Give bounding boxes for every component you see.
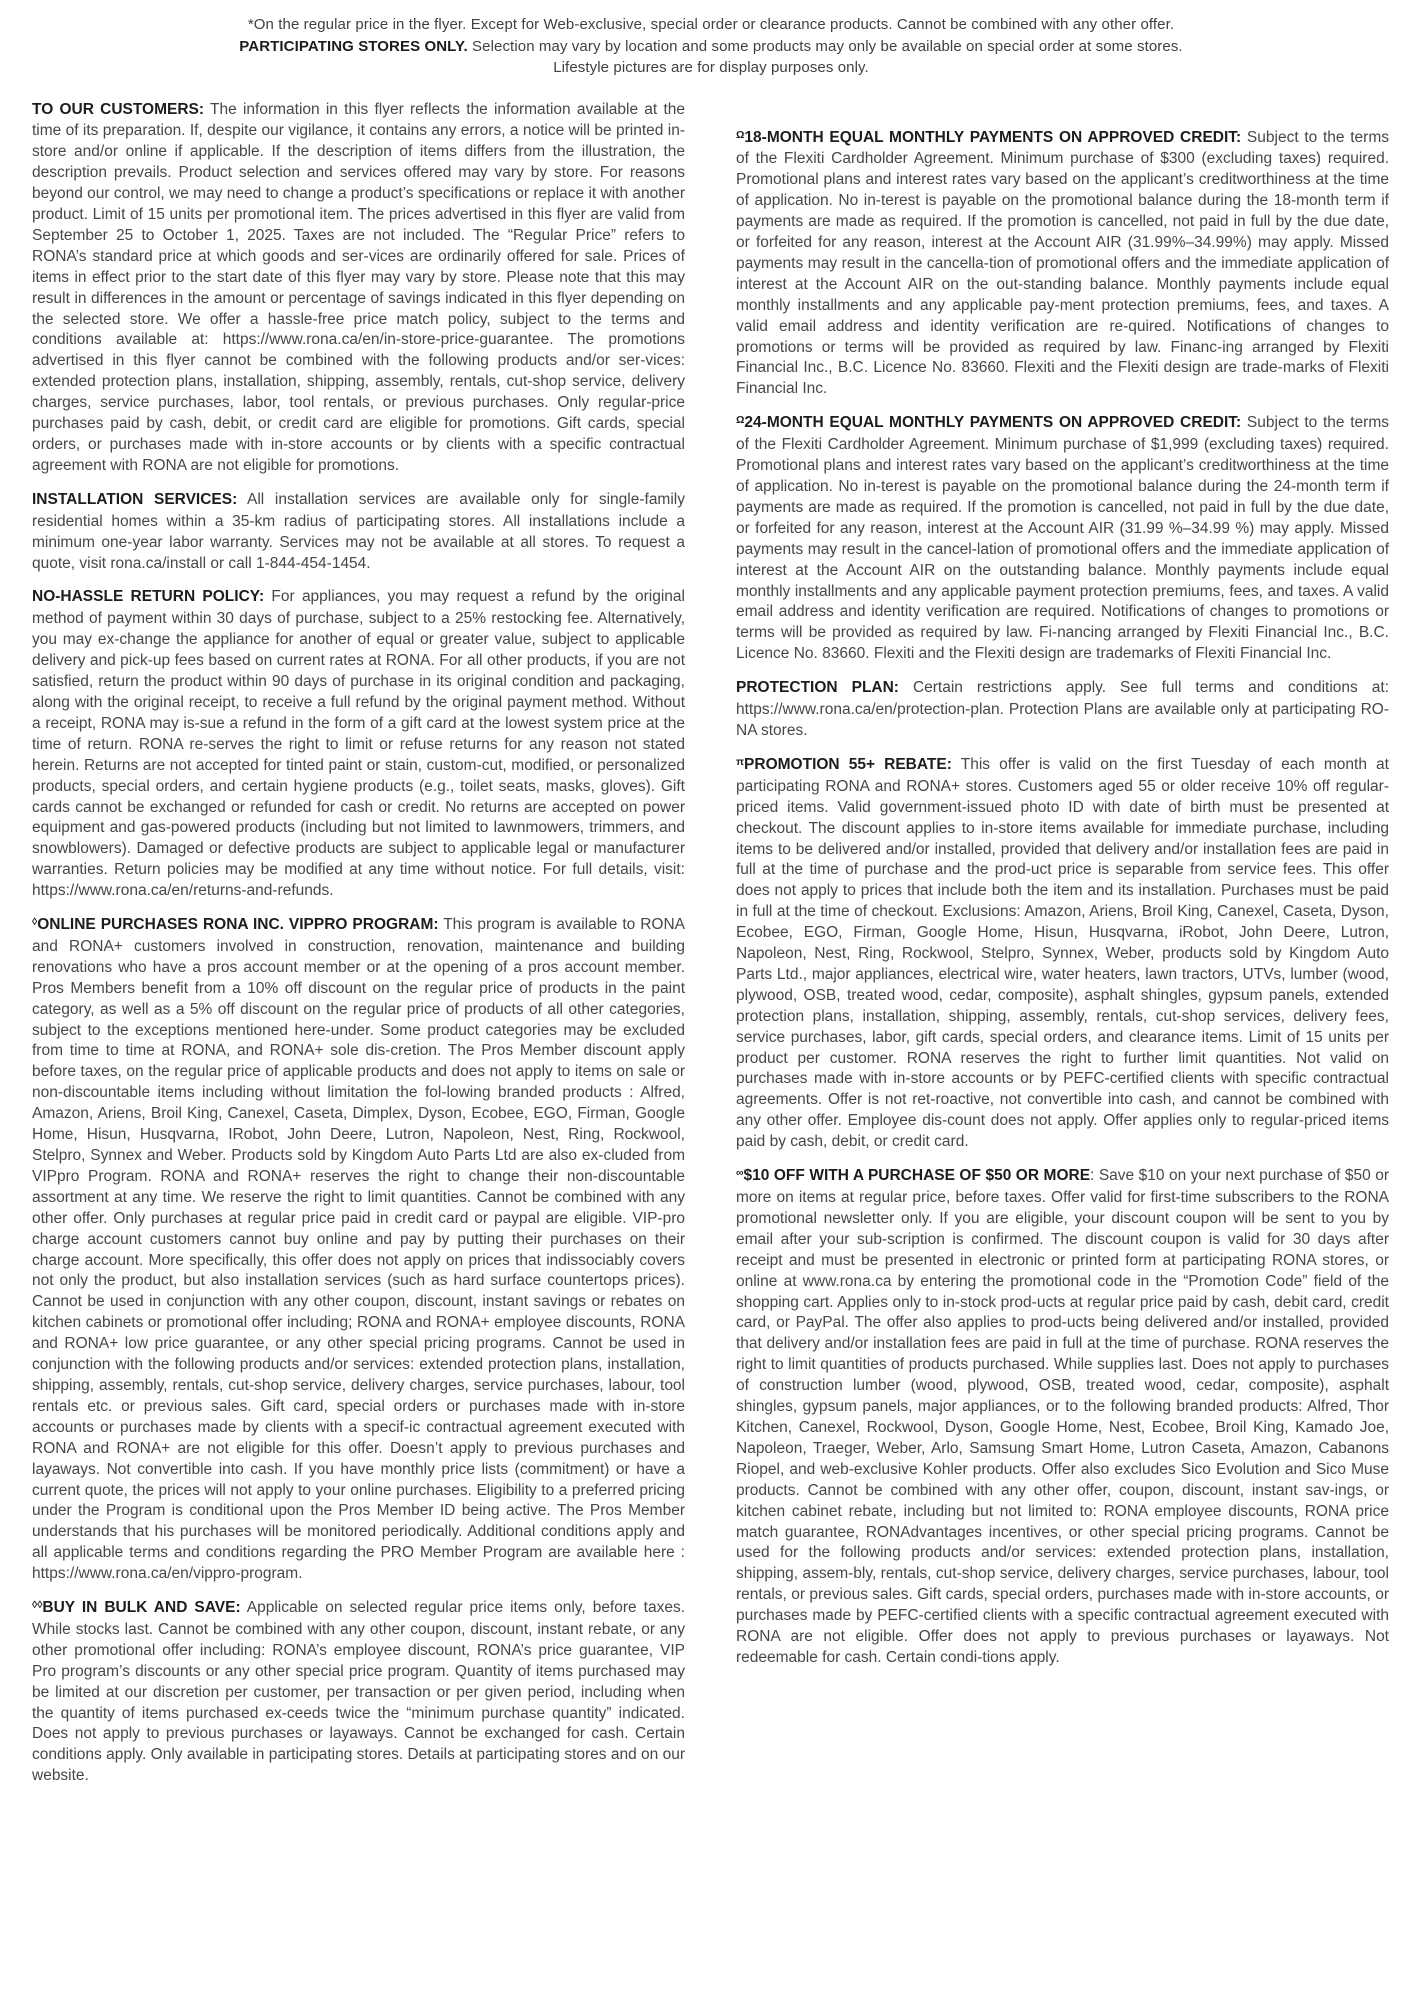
paragraph-10-off-50-purchase (736, 1166, 1389, 1669)
header-line-2-bold: PARTICIPATING STORES ONLY. (239, 37, 468, 55)
paragraph-heading: INSTALLATION SERVICES: (32, 490, 238, 508)
paragraph-body: This program is available to RONA and RONA+ customers involved in construction, renovation, maintenance and building renovations who have a pros account member or at the opening of a pros account member. Pros Members benefit from a 10% off discount on the regular price of products in the paint category, as well as a 5% off discount on the regular price of products of all other categories, subject to the exceptions mentioned here-under. Some product categories may be excluded from time to time at RONA, and RONA+ sole dis-cretion. The Pros Member discount apply before taxes, on the regular price of applicable products and does not apply to items on sale or non-discountable items including without limitation the fol-lowing branded products : Alfred, Amazon, Ariens, Broil King, Canexel, Caseta, Dimplex, Dyson, Ecobee, EGO, Firman, Google Home, Hisun, Husqvarna, IRobot, John Deere, Lutron, Napoleon, Nest, Ring, Rockwool, Stelpro, Synnex and Weber. Products sold by Kingdom Auto Parts Ltd are also ex-cluded from VIPpro Program. RONA and RONA+ reserves the right to change their non-discountable assortment at any time. We reserve the right to limit quantities. Cannot be combined with any other offer. Only purchases at regular price paid in credit card or paypal are eligible. VIP-pro charge account customers cannot buy online and pay by putting their purchases on their charge account. More specifically, this offer does not apply on prices that indissociably covers not only the product, but also installation services (such as hard surface countertops prices). Cannot be used in conjunction with any other coupon, discount, instant savings or rebates on kitchen cabinets or promotional offer including; RONA and RONA+ employee discounts, RONA and RONA+ low price guarantee, or any other special pricing programs. Cannot be used in conjunction with the following products and/or services: extended protection plans, installation, shipping, assembly, rentals, cut-shop service, delivery charges, service purchases, labour, tool rentals etc. or previous sales. Gift card, special orders or purchases made with in-store accounts or purchases made by clients with a specif-ic contractual agreement executed with RONA and RONA+ are not eligible for this offer. Doesn’t apply to previous purchases and layaways. Not convertible into cash. If you have monthly price lists (commitment) or have a current quote, the prices will not apply to your online purchases. Eligibility to a preferred pricing under the Program is conditional upon the Pros Member ID being active. The Pros Member understands that his purchases will be monitored periodically. Additional conditions apply and all applicable terms and conditions regarding the PRO Member Program are available here : https://www.rona.ca/en/vippro-program. (32, 916, 685, 1583)
paragraph-body: Certain restrictions apply. See full terms and conditions at: https://www.rona.ca/en/protection-plan. Protection Plans are available only at participating RO-NA stores. (736, 679, 1390, 739)
footnote-symbol: Ω (736, 128, 745, 141)
paragraph-heading: PROTECTION PLAN: (736, 679, 899, 697)
page-header (0, 14, 1422, 79)
header-line-3: Lifestyle pictures are for display purposes only. (553, 59, 869, 76)
paragraph-vippro-program (32, 915, 685, 1585)
paragraph-no-hassle-return-policy (32, 587, 685, 902)
footnote-symbol: ◊◊ (32, 1599, 43, 1612)
paragraph-heading: NO-HASSLE RETURN POLICY: (32, 588, 265, 606)
paragraph-installation-services (32, 490, 685, 575)
footnote-symbol: ◊ (32, 916, 38, 929)
left-column (32, 100, 685, 1801)
paragraph-promotion-55-rebate (736, 755, 1389, 1153)
paragraph-body: For appliances, you may request a refund by the original method of payment within 30 days of purchase, subject to a 25% restocking fee. Alternatively, you may ex-change the appliance for another of equal or greater value, subject to applicable delivery and pick-up fees based on current rates at RONA. For all other products, if you are not satisfied, return the product within 90 days of purchase in its original condition and packaging, along with the original receipt, to receive a full refund by the original payment method. Without a receipt, RONA may is-sue a refund in the form of a gift card at the lowest system price at the time of return. RONA re-serves the right to limit or refuse returns for any reason not stated herein. Returns are not accepted for tinted paint or stain, custom-cut, modified, or personalized products, special orders, and certain hygiene products (e.g., toilet seats, masks, gloves). Gift cards cannot be exchanged or refunded for cash or credit. No returns are accepted on power equipment and gas-powered products (including but not limited to lawnmowers, trimmers, and snowblowers). Damaged or defective products are subject to applicable legal or manufacturer warranties. Return policies may be modified at any time without notice. For full details, visit: https://www.rona.ca/en/returns-and-refunds. (32, 588, 685, 900)
paragraph-protection-plan (736, 678, 1389, 742)
two-column-body (0, 100, 1422, 1801)
paragraph-buy-in-bulk-and-save (32, 1598, 685, 1787)
paragraph-heading: BUY IN BULK AND SAVE: (42, 1599, 241, 1617)
paragraph-heading: 18-MONTH EQUAL MONTHLY PAYMENTS ON APPROVED CREDIT: (744, 128, 1242, 146)
footnote-symbol: Ω (736, 414, 745, 427)
right-column (736, 100, 1389, 1801)
paragraph-body: The information in this flyer reflects the information available at the time of its preparation. If, despite our vigilance, it contains any errors, a notice will be printed in-store and/or online if applicable. If the description of items differs from the illustration, the description prevails. Product selection and services offered may vary by store. For reasons beyond our control, we may need to change a product’s specifications or replace it with another product. Limit of 15 units per promotional item. The prices advertised in this flyer are valid from September 25 to October 1, 2025. Taxes are not included. The “Regular Price” refers to RONA’s standard price at which goods and ser-vices are ordinarily offered for sale. Prices of items in effect prior to the start date of this flyer may vary by store. Please note that this may result in differences in the amount or percentage of savings indicated in this flyer depending on the selected store. We offer a hassle-free price match policy, subject to the terms and conditions available at: https://www.rona.ca/en/in-store-price-guarantee. The promotions advertised in this flyer cannot be combined with the following products and/or ser-vices: extended protection plans, installation, shipping, assembly, rentals, cut-shop service, delivery charges, service purchases, labor, tool rentals, or previous purchases. Only regular-price purchases paid by cash, debit, or credit card are eligible for promotions. Gift cards, special orders, or purchases made with in-store accounts or by clients with a specific contractual agreement with RONA are not eligible for promotions. (32, 100, 685, 474)
paragraph-heading: PROMOTION 55+ REBATE: (744, 755, 952, 773)
header-line-2-rest: Selection may vary by location and some products may only be available on special order at some stores. (467, 37, 1183, 55)
paragraph-18-month-payments (736, 128, 1389, 401)
paragraph-to-our-customers (32, 100, 685, 477)
paragraph-heading: 24-MONTH EQUAL MONTHLY PAYMENTS ON APPROVED CREDIT: (744, 414, 1242, 432)
paragraph-body: This offer is valid on the first Tuesday of each month at participating RONA and RONA+ stores. Customers aged 55 or older receive 10% off regular-priced items. Valid government-issued photo ID with date of birth must be presented at checkout. The discount applies to in-store items available for immediate purchase, including items to be delivered and/or installed, provided that delivery and/or installation fees are paid in full at the time of purchase and the prod-uct price is separable from service fees. This offer does not apply to prices that include both the item and its installation. Purchases must be paid in full at the time of checkout. Exclusions: Amazon, Ariens, Broil King, Canexel, Caseta, Dyson, Ecobee, EGO, Firman, Google Home, Hisun, Husqvarna, iRobot, John Deere, Lutron, Napoleon, Nest, Ring, Rockwool, Stelpro, Synnex, Weber, products sold by Kingdom Auto Parts Ltd., major appliances, electrical wire, water heaters, lawn tractors, UTVs, lumber (wood, plywood, OSB, treated wood, cedar, composite), asphalt shingles, gypsum panels, extended protection plans, installation, shipping, assembly, rentals, cut-shop services, delivery fees, service purchases, labor, gift cards, special orders, and clearance items. Limit of 15 units per product per customer. RONA reserves the right to further limit quantities. Not valid on purchases made with in-store accounts or by PEFC-certified clients with specific contractual agreements. Offer is not ret-roactive, not convertible into cash, and cannot be combined with any other offer. Employee dis-count does not apply. Offer applies only to regular-priced items paid by cash, debit, or credit card. (736, 755, 1389, 1151)
paragraph-body: All installation services are available only for single-family residential homes within a 35-km radius of participating stores. All installations include a minimum one-year labor warranty. Services may not be available at all stores. To request a quote, visit rona.ca/install or call 1-844-454-1454. (32, 490, 685, 572)
paragraph-heading: TO OUR CUSTOMERS: (32, 100, 205, 118)
header-line-2 (0, 36, 1422, 58)
paragraph-body: Applicable on selected regular price items only, before taxes. While stocks last. Cannot be combined with any other coupon, discount, instant rebate, or any other promotional offer including: RONA’s employee discount, RONA’s price guarantee, VIP Pro program’s discounts or any other special price program. Quantity of items purchased may be limited at our discretion per customer, per transaction or per given period, including when the quantity of items purchased ex-ceeds twice the “minimum purchase quantity” indicated. Does not apply to previous purchases or layaways. Cannot be exchanged for cash. Certain conditions apply. Only available in participating stores. Details at participating stores and on our website. (32, 1599, 685, 1785)
paragraph-24-month-payments (736, 413, 1389, 665)
paragraph-heading: $10 OFF WITH A PURCHASE OF $50 OR MORE (743, 1167, 1091, 1185)
footnote-symbol: π (736, 755, 745, 768)
paragraph-body: Subject to the terms of the Flexiti Cardholder Agreement. Minimum purchase of $1,999 (excluding taxes) required. Promotional plans and interest rates vary based on the applicant’s creditworthiness at the time of application. No in-terest is payable on the promotional balance during the 24-month term if payments are made as required. If the promotion is cancelled, not paid in full by the due date, or forfeited for any reason, interest at the Account AIR (31.99 %–34.99 %) may apply. Missed payments may result in the cancel-lation of promotional offers and the immediate application of interest at the Account AIR on the outstanding balance. Monthly payments include equal monthly installments and any applicable payment protection premiums, fees, and taxes. A valid email address and identity verification are required. Notifications of changes to promotions or terms will be provided as required by law. Fi-nancing arranged by Flexiti Financial Inc., B.C. Licence No. 83660. Flexiti and the Flexiti design are trademarks of Flexiti Financial Inc. (736, 414, 1389, 663)
paragraph-body: Subject to the terms of the Flexiti Cardholder Agreement. Minimum purchase of $300 (excluding taxes) required. Promotional plans and interest rates vary based on the applicant’s creditworthiness at the time of application. No in-terest is payable on the promotional balance during the 18-month term if payments are made as required. If the promotion is cancelled, not paid in full by the due date, or forfeited for any reason, interest at the Account AIR (31.99%–34.99%) may apply. Missed payments may result in the cancella-tion of promotional offers and the immediate application of interest at the Account AIR on the out-standing balance. Monthly payments include equal monthly installments and any applicable pay-ment protection premiums, fees, and taxes. A valid email address and identity verification are re-quired. Notifications of changes to promotions or terms will be provided as required by law. Financ-ing arranged by Flexiti Financial Inc., B.C. Licence No. 83660. Flexiti and the Flexiti design are trade-marks of Flexiti Financial Inc. (736, 128, 1389, 398)
paragraph-body: : Save $10 on your next purchase of $50 or more on items at regular price, before taxes. Offer valid for first-time subscribers to the RONA promotional newsletter only. If you are eligible, your discount coupon will be sent to you by email after your sub-scription is confirmed. The discount coupon is valid for 30 days after receipt and must be presented in electronic or printed form at participating RONA stores, or online at www.rona.ca by entering the promotional code in the “Promotion Code” field of the shopping cart. Applies only to in-stock prod-ucts at regular price paid by cash, debit card, credit card, or PayPal. The offer also applies to prod-ucts being delivered and/or installed, provided that delivery and/or installation fees are paid in full at the time of purchase. RONA reserves the right to limit quantities of products purchased. While supplies last. Does not apply to purchases of construction lumber (wood, plywood, OSB, treated wood, cedar, composite), asphalt shingles, gypsum panels, major appliances, or to the following branded products: Alfred, Thor Kitchen, Canexel, Rockwool, Dyson, Google Home, Nest, Ecobee, Broil King, Kamado Joe, Napoleon, Traeger, Weber, Arlo, Samsung Smart Home, Lutron Caseta, Amazon, Cabanons Riopel, and web-exclusive Kohler products. Offer also excludes Sico Evolution and Sico Muse products. Cannot be combined with any other offer, coupon, discount, instant sav-ings, or kitchen cabinet rebate, including but not limited to: RONA employee discounts, RONA price match guarantee, RONAdvantages incentives, or other special pricing programs. Cannot be used for the following products and/or services: extended protection plans, installation, shipping, assem-bly, rentals, cut-shop service, delivery charges, service purchases, labour, tool rentals, or previous sales. Gift cards, special orders, purchases made with in-store accounts, or purchases made by PEFC-certified clients with a specific contractual agreement executed with RONA are not eligible. Offer does not apply to previous purchases or layaways. Not redeemable for cash. Certain condi-tions apply. (736, 1167, 1389, 1666)
header-line-1: *On the regular price in the flyer. Except for Web-exclusive, special order or clearance products. Cannot be combined with any other offer. (247, 16, 1175, 33)
footnote-symbol: ∞ (736, 1167, 744, 1180)
paragraph-heading: ONLINE PURCHASES RONA INC. VIPPRO PROGRAM: (37, 916, 439, 934)
